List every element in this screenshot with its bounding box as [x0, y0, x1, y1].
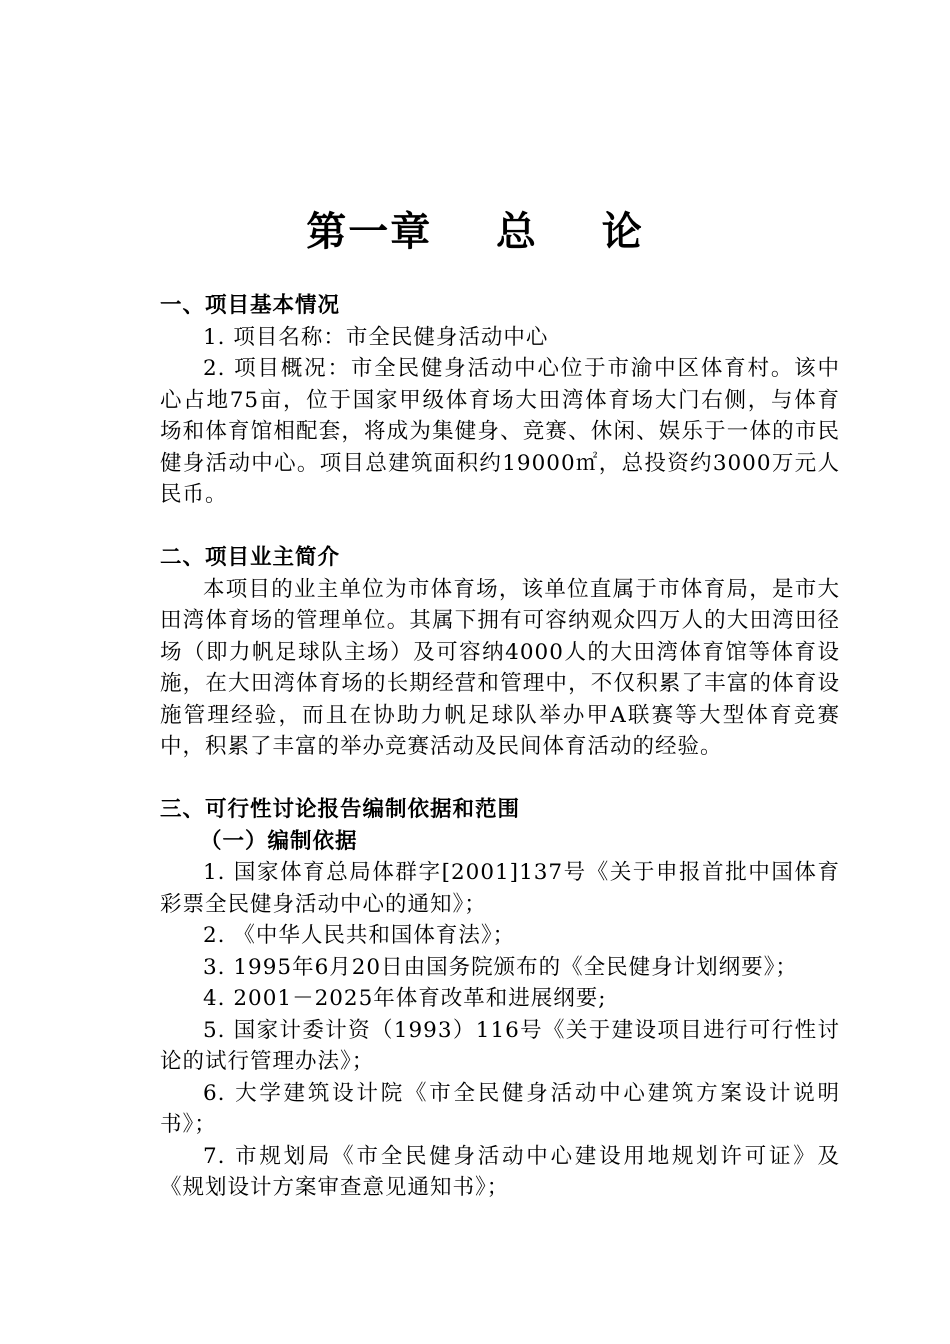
basis-item-4: 4. 2001－2025年体育改革和进展纲要;: [203, 986, 607, 1011]
section-heading-report-basis: 三、可行性讨论报告编制依据和范围: [160, 797, 521, 822]
basis-item-1: 1. 国家体育总局体群字[2001]137号《关于申报首批中国体育彩票全民健身活动中心的通知》；: [160, 860, 840, 917]
project-name-item: 1. 项目名称：市全民健身活动中心: [203, 324, 549, 350]
basis-item-2: 2. 《中华人民共和国体育法》；: [203, 923, 516, 948]
section-heading-owner-intro: 二、项目业主简介: [160, 545, 341, 570]
spacer: [160, 763, 840, 795]
basis-item-7: 7. 市规划局《市全民健身活动中心建设用地规划许可证》及《规划设计方案审查意见通知书》；: [160, 1143, 840, 1200]
basis-item-6: 6. 大学建筑设计院《市全民健身活动中心建筑方案设计说明书》；: [160, 1080, 840, 1137]
subheading-compilation-basis: （一）编制依据: [200, 828, 358, 854]
project-overview-item: 2. 项目概况：市全民健身活动中心位于市渝中区体育村。该中心占地75亩，位于国家甲级体育场大田湾体育场大门右侧，与体育场和体育馆相配套，将成为集健身、竞赛、休闲、娱乐于一体的市民健身活动中心。项目总建筑面积约19000㎡，总投资约3000万元人民币。: [160, 356, 840, 507]
basis-item-5: 5. 国家计委计资（1993）116号《关于建设项目进行可行性讨论的试行管理办法》；: [160, 1017, 840, 1074]
section-heading-project-basics: 一、项目基本情况: [160, 293, 341, 318]
spacer: [160, 511, 840, 543]
document-body: [160, 290, 840, 1204]
owner-intro-paragraph: 本项目的业主单位为市体育场，该单位直属于市体育局，是市大田湾体育场的管理单位。其属下拥有可容纳观众四万人的大田湾田径场（即力帆足球队主场）及可容纳4000人的大田湾体育馆等体育设施，在大田湾体育场的长期经营和管理中，不仅积累了丰富的体育设施管理经验，而且在协助力帆足球队举办甲A联赛等大型体育竞赛中，积累了丰富的举办竞赛活动及民间体育活动的经验。: [160, 576, 840, 759]
chapter-title: 第一章 总 论: [306, 209, 644, 255]
basis-item-3: 3. 1995年6月20日由国务院颁布的《全民健身计划纲要》；: [203, 954, 798, 980]
